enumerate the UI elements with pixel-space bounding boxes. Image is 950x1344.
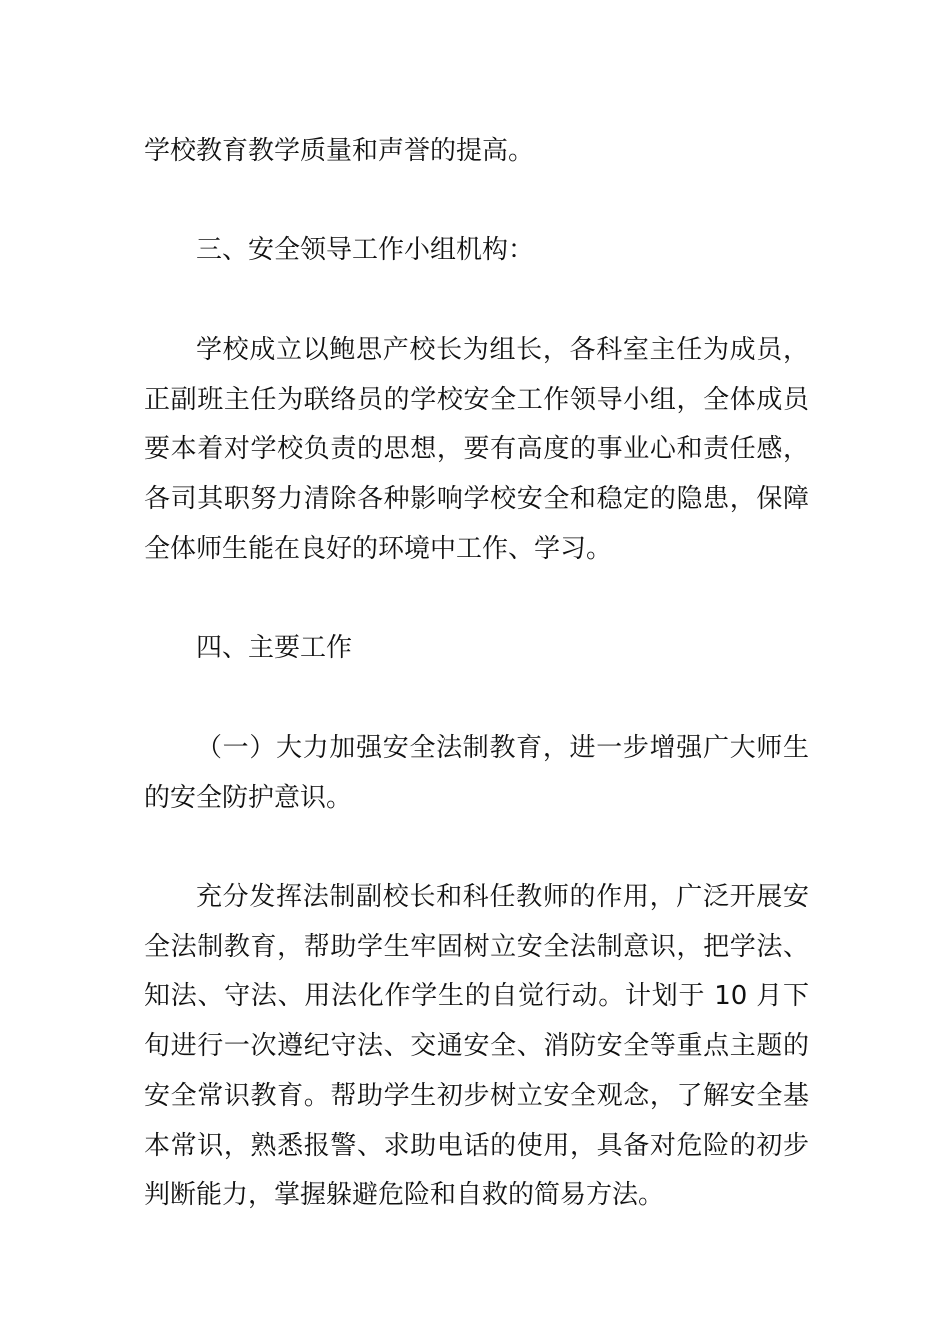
section-heading-3: 三、安全领导工作小组机构： <box>196 235 535 265</box>
paragraph-leadership-group: 学校成立以鲍思产校长为组长，各科室主任为成员，正副班主任为联络员的学校安全工作领导小组，全体成员要本着对学校负责的思想，要有高度的事业心和责任感，各司其职努力清除各种影响学校安全和稳定的隐患，保障全体师生能在良好的环境中工作、学习。 <box>144 335 809 564</box>
subsection-heading-1: （一）大力加强安全法制教育，进一步增强广大师生的安全防护意识。 <box>144 733 809 813</box>
paragraph-legal-education: 充分发挥法制副校长和科任教师的作用，广泛开展安全法制教育，帮助学生牢固树立安全法制意识，把学法、知法、守法、用法化作学生的自觉行动。计划于 10 月下旬进行一次遵纪守法、交通安全、消防安全等重点主题的安全常识教育。帮助学生初步树立安全观念，了解安全基本常识，熟悉报警、求助电话的使用，具备对危险的初步判断能力，掌握躲避危险和自救的简易方法。 <box>144 882 809 1211</box>
section-heading-4: 四、主要工作 <box>196 633 353 663</box>
paragraph-continuation: 学校教育教学质量和声誉的提高。 <box>144 136 535 166</box>
